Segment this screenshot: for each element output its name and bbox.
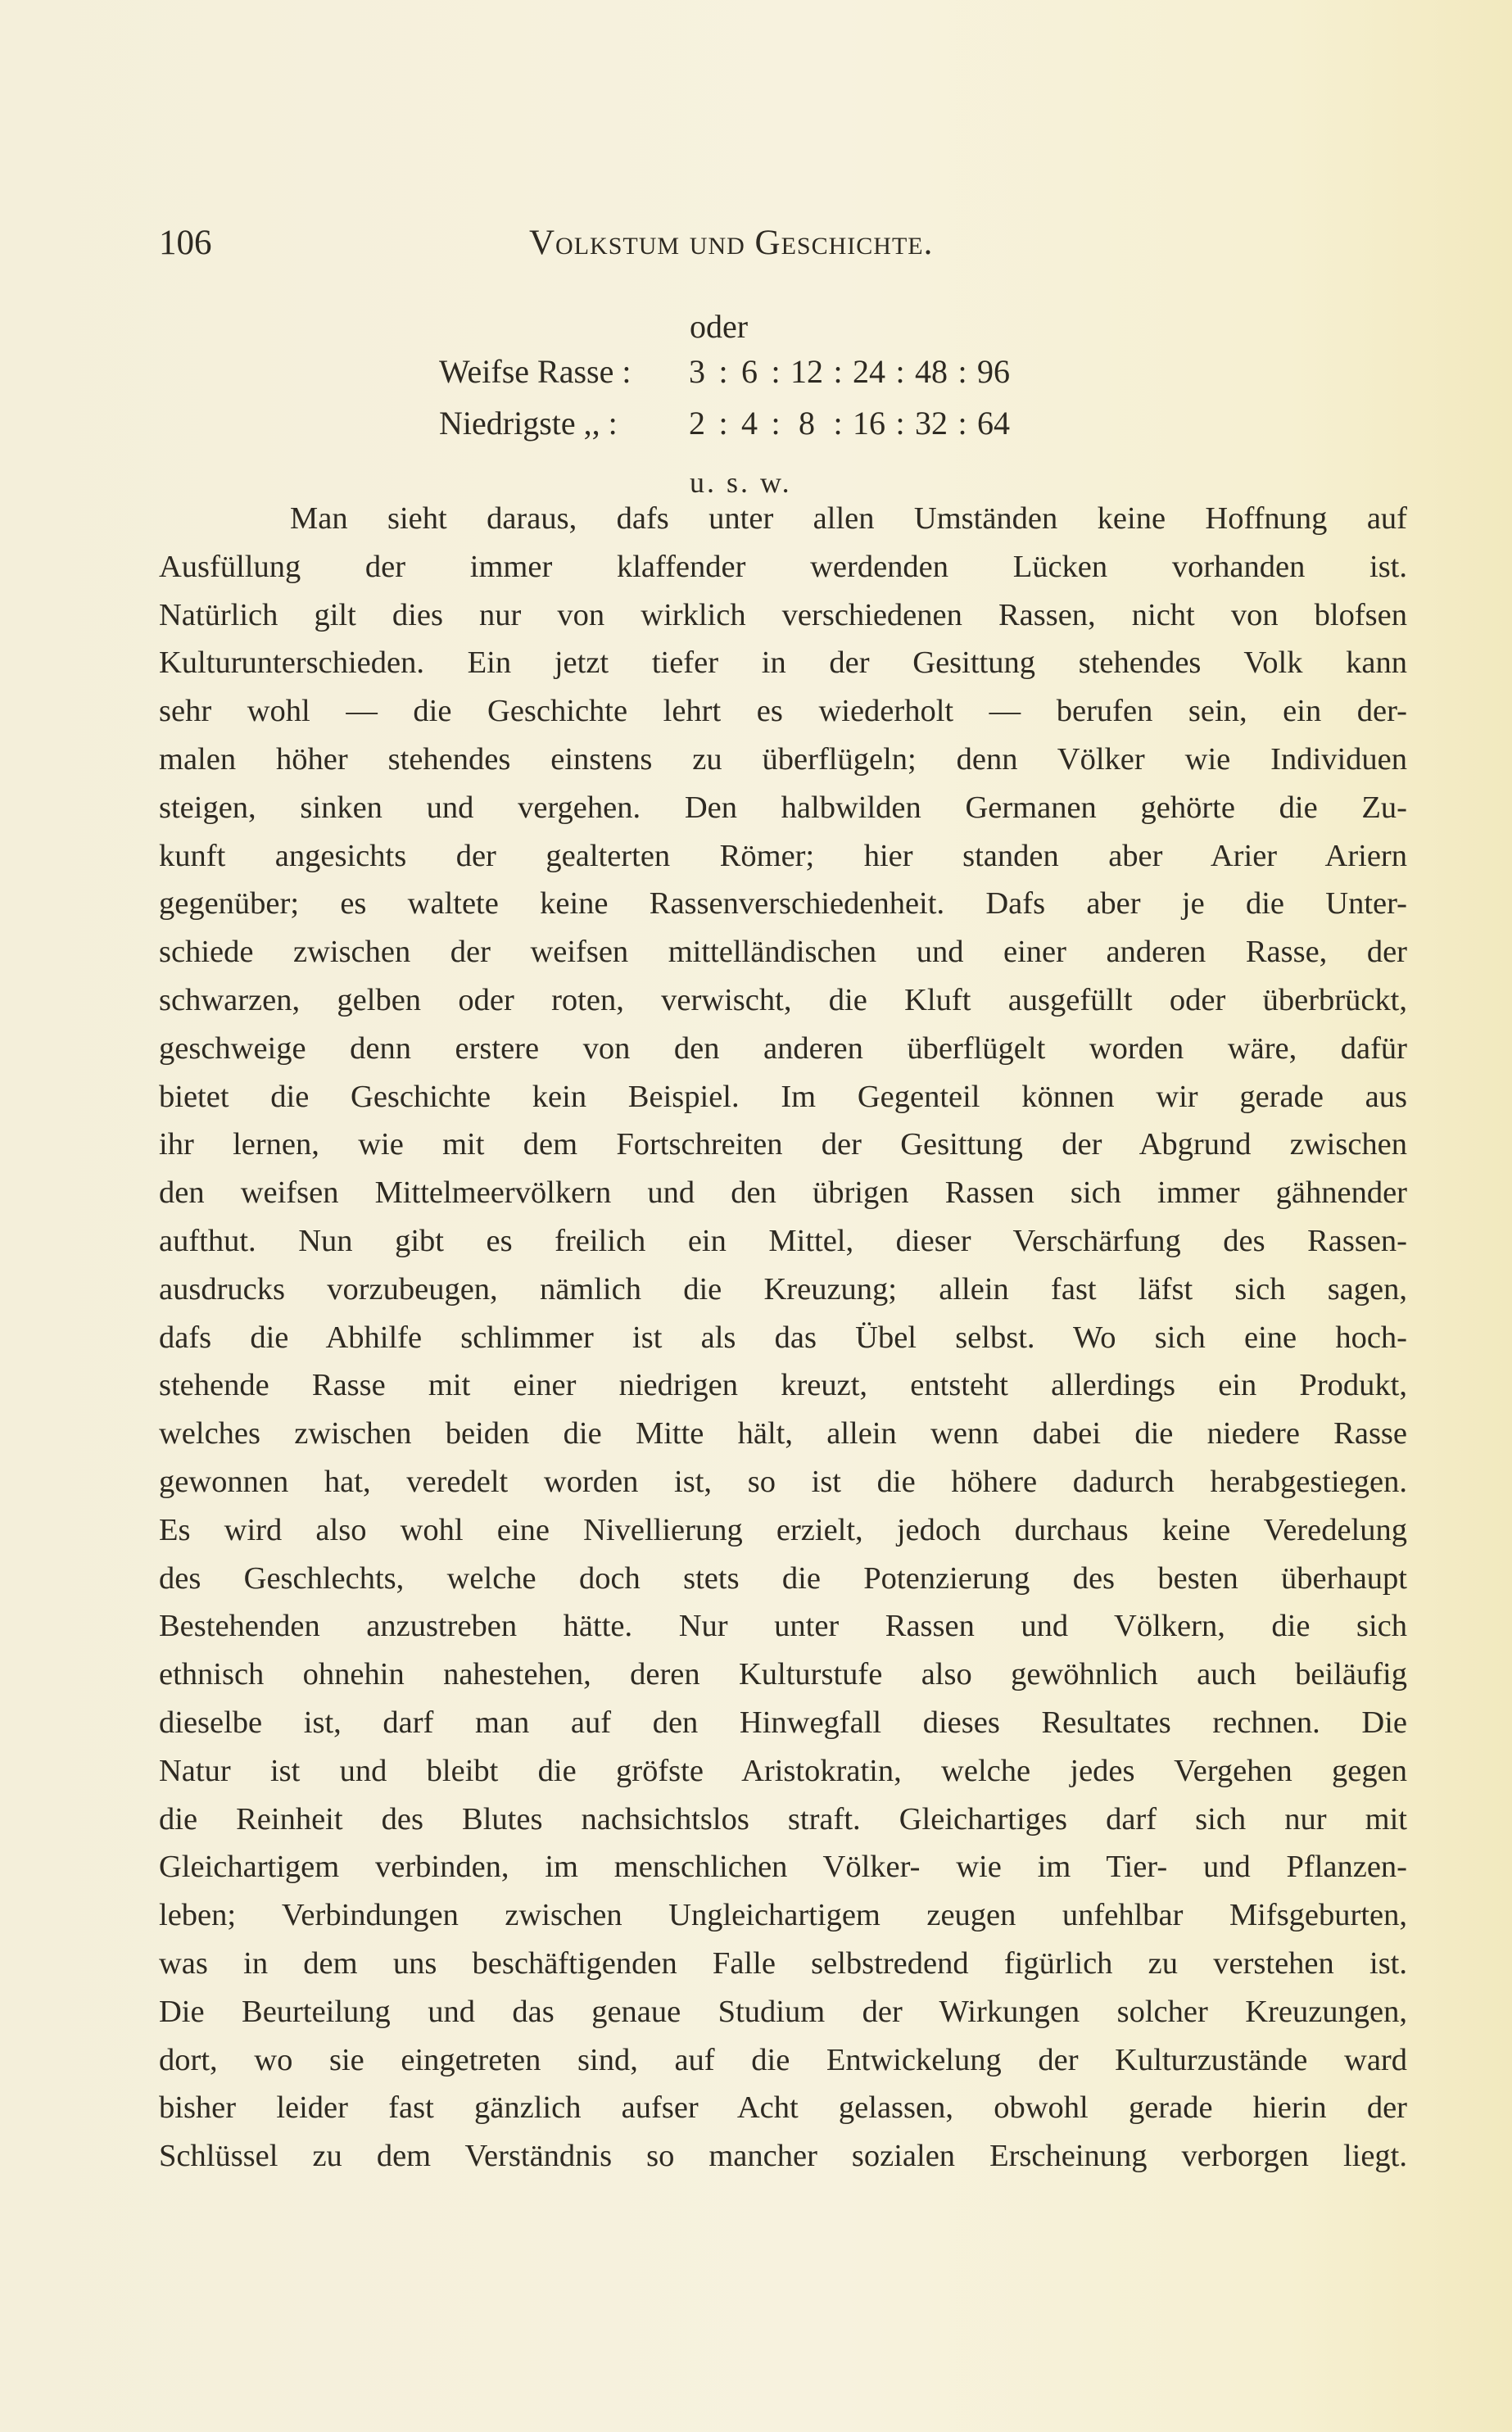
- text-line: ethnisch ohnehin nahestehen, deren Kulturstufe also gewöhnlich auch beiläufig: [159, 1657, 1407, 1692]
- text-line: gewonnen hat, veredelt worden ist, so ist die höhere dadurch herabgestiegen.: [159, 1464, 1407, 1499]
- text-line: aufthut. Nun gibt es freilich ein Mittel, dieser Verschärfung des Rassen-: [159, 1223, 1407, 1258]
- ratio-value: 4: [741, 405, 758, 442]
- ratio-value: 3: [689, 353, 705, 390]
- text-line: sehr wohl — die Geschichte lehrt es wiederholt — berufen sein, ein der-: [159, 694, 1407, 729]
- page-number: 106: [159, 224, 212, 262]
- text-line: Kulturunterschieden. Ein jetzt tiefer in der Gesittung stehendes Volk kann: [159, 645, 1407, 681]
- text-line: was in dem uns beschäftigenden Falle selbstredend figürlich zu verstehen ist.: [159, 1945, 1407, 1981]
- text-line: die Reinheit des Blutes nachsichtslos straft. Gleichartiges darf sich nur mit: [159, 1801, 1407, 1836]
- ratio-table: [439, 346, 1014, 449]
- ratio-value: 24: [853, 353, 885, 390]
- ratio-value: 8: [799, 405, 815, 442]
- text-line: Gleichartigem verbinden, im menschlichen Völker- wie im Tier- und Pflanzen-: [159, 1850, 1407, 1885]
- text-line: Bestehenden anzustreben hätte. Nur unter Rassen und Völkern, die sich: [159, 1609, 1407, 1644]
- text-line: Ausfüllung der immer klaffender werdenden Lücken vorhanden ist.: [159, 549, 1407, 584]
- text-line: steigen, sinken und vergehen. Den halbwilden Germanen gehörte die Zu-: [159, 790, 1407, 825]
- text-line: schwarzen, gelben oder roten, verwischt, die Kluft ausgefüllt oder überbrückt,: [159, 982, 1407, 1017]
- text-line: gegenüber; es waltete keine Rassenverschiedenheit. Dafs aber je die Unter-: [159, 886, 1407, 922]
- oder-label: oder: [690, 308, 749, 345]
- ratio-value: 12: [790, 353, 823, 390]
- ratio-value: 6: [741, 353, 758, 390]
- text-line: ausdrucks vorzubeugen, nämlich die Kreuzung; allein fast läfst sich sagen,: [159, 1271, 1407, 1307]
- text-line: welches zwischen beiden die Mitte hält, allein wenn dabei die niedere Rasse: [159, 1416, 1407, 1452]
- ratio-value: 48: [915, 353, 948, 390]
- text-line: Die Beurteilung und das genaue Studium der Wirkungen solcher Kreuzungen,: [159, 1994, 1407, 2029]
- text-line: Man sieht daraus, dafs unter allen Umständen keine Hoffnung auf: [290, 501, 1407, 536]
- text-line: schiede zwischen der weifsen mittelländischen und einer anderen Rasse, der: [159, 935, 1407, 970]
- text-line: dafs die Abhilfe schlimmer ist als das Übel selbst. Wo sich eine hoch-: [159, 1320, 1407, 1355]
- text-line: den weifsen Mittelmeervölkern und den übrigen Rassen sich immer gähnender: [159, 1175, 1407, 1211]
- text-line: dort, wo sie eingetreten sind, auf die Entwickelung der Kulturzustände ward: [159, 2042, 1407, 2077]
- text-line: bietet die Geschichte kein Beispiel. Im Gegenteil können wir gerade aus: [159, 1079, 1407, 1114]
- ratio-row-white: Weifse Rasse : 3 : 6 : 12 : 24 : 48 : 96: [439, 346, 1014, 397]
- ratio-value: 96: [977, 353, 1010, 390]
- running-title: Volkstum und Geschichte.: [529, 224, 934, 262]
- text-line: stehende Rasse mit einer niedrigen kreuzt, entsteht allerdings ein Produkt,: [159, 1368, 1407, 1403]
- text-line: dieselbe ist, darf man auf den Hinwegfall dieses Resultates rechnen. Die: [159, 1705, 1407, 1740]
- text-line: bisher leider fast gänzlich aufser Acht gelassen, obwohl gerade hierin der: [159, 2090, 1407, 2126]
- text-line: Es wird also wohl eine Nivellierung erzielt, jedoch durchaus keine Veredelung: [159, 1512, 1407, 1547]
- text-line: kunft angesichts der gealterten Römer; hier standen aber Arier Ariern: [159, 838, 1407, 873]
- ratio-label: Niedrigste ,, :: [439, 405, 618, 442]
- text-line: Schlüssel zu dem Verständnis so mancher sozialen Erscheinung verborgen liegt.: [159, 2139, 1407, 2174]
- ratio-value: 32: [915, 405, 948, 442]
- usw-label: u. s. w.: [690, 466, 792, 499]
- ratio-label: Weifse Rasse :: [439, 353, 632, 390]
- ratio-value: 64: [977, 405, 1010, 442]
- text-line: des Geschlechts, welche doch stets die Potenzierung des besten überhaupt: [159, 1560, 1407, 1596]
- text-line: malen höher stehendes einstens zu überflügeln; denn Völker wie Individuen: [159, 741, 1407, 777]
- page-header: [159, 223, 1152, 272]
- ratio-value: 16: [853, 405, 885, 442]
- text-line: Natur ist und bleibt die gröfste Aristokratin, welche jedes Vergehen gegen: [159, 1753, 1407, 1788]
- body-paragraph: [159, 495, 1407, 2181]
- text-line: Natürlich gilt dies nur von wirklich verschiedenen Rassen, nicht von blofsen: [159, 597, 1407, 632]
- text-line: geschweige denn erstere von den anderen überflügelt worden wäre, dafür: [159, 1030, 1407, 1066]
- text-line: ihr lernen, wie mit dem Fortschreiten der Gesittung der Abgrund zwischen: [159, 1127, 1407, 1162]
- ratio-value: 2: [689, 405, 705, 442]
- ratio-row-lowest: Niedrigste ,, : 2 : 4 : 8 : 16 : 32 : 64: [439, 397, 1014, 449]
- text-line: leben; Verbindungen zwischen Ungleichartigem zeugen unfehlbar Mifsgeburten,: [159, 1898, 1407, 1933]
